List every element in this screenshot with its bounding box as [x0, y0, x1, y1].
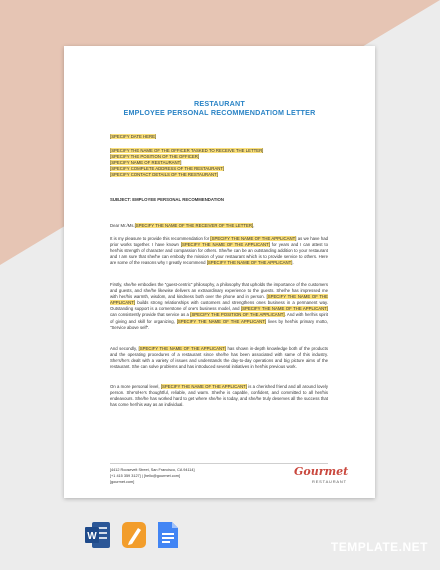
paragraph-4: On a more personal level, [SPECIFY THE NAME OF THE APPLICANT] is a cherished friend and all around lovely person. She's/He's thoughtful, reliable, and warm. She/he is capable, confident, and committed to all her/his endeavours. She/he has worked hard to get where she/he is today, and she/he truly deserves all the success that has come her/his way as an individual. — [110, 384, 328, 408]
date-placeholder: [SPECIFY DATE HERE] — [110, 134, 157, 139]
google-docs-icon[interactable] — [156, 520, 180, 555]
word-icon[interactable] — [84, 520, 112, 555]
document-page — [64, 46, 375, 498]
footer-divider — [110, 463, 328, 464]
footer-website: [gourmet.com] — [110, 480, 135, 484]
paragraph-2: Firstly, she/he embodies the "guest-centric" philosophy, a philosophy that upholds the importance of the customers and guests, and she/he likewise delivers an extraordinary experience to the guests. She/he has impressed me with her/his warmth, wisdom, and kindness both over the phone and in person. [SPECIFY THE NAME OF THE APPLICANT] builds strong relationships with customers and strengthens ones business in a permanent way. Outstanding support is a cornerstone of one's business model, and [SPECIFY THE NAME OF THE APPLICANT] can consistently provide that service as a [SPECIFY THE POSITION OF THE APPLICANT]. And with her/his spirit of giving and skill for organizing, [SPECIFY THE NAME OF THE APPLICANT] lives by her/his primary motto, "Service above self". — [110, 282, 329, 330]
recipient-restaurant-contact: [SPECIFY CONTACT DETAILS OF THE RESTAURANT] — [110, 172, 218, 177]
gourmet-logo: Gourmet — [294, 465, 349, 478]
recipient-officer-name: [SPECIFY THE NAME OF THE OFFICER TASKED TO RECEIVE THE LETTER] — [110, 148, 264, 153]
letter-title-line2: EMPLOYEE PERSONAL RECOMMENDATIOM LETTER — [123, 108, 316, 117]
template-net-brand: TEMPLATE.NET — [330, 540, 428, 554]
recipient-restaurant-address: [SPECIFY COMPLETE ADDRESS OF THE RESTAURANT] — [110, 166, 225, 171]
paragraph-3: And secondly, [SPECIFY THE NAME OF THE APPLICANT] has shown in-depth knowledge both of the products and the operating procedures of a restaurant since she/he has been associated with same of this industry. She's/he's dealt with a variety of issues and understands the day-to-day operations and big picture aims of the restaurant. She can solve problems and has introduced several initiatives in her/his previous work. — [110, 346, 329, 370]
subject-line: SUBJECT: EMPLOYEE PERSONAL RECOMMENDATION — [110, 197, 224, 202]
footer-contact: [+1 415 359 3127] | [hello@gourmet.com] — [110, 474, 180, 478]
footer-address: [4412 Roosevelt Street, San Francisco, CA 94114] — [110, 468, 195, 472]
letter-title-line1: RESTAURANT — [194, 99, 245, 108]
svg-text:W: W — [87, 531, 97, 542]
pages-icon[interactable] — [120, 520, 148, 555]
recipient-restaurant-name: [SPECIFY NAME OF RESTAURANT] — [110, 160, 182, 165]
paragraph-1: It is my pleasure to provide this recommendation for [SPECIFY THE NAME OF THE APPLICANT] as we have had prior works together. I have known [SPECIFY THE NAME OF THE APPLICANT] for years and I can attest to her/his strength of character and compassion for others. She/he can be an outstanding addition to your restaurant and I am sure that she/he can embody the mission of your restaurant which is to provide service to others. Here are some of the reasons why I greatly recommend [SPECIFY THE NAME OF THE APPLICANT]. — [110, 236, 328, 266]
recipient-officer-position: [SPECIFY THE POSITION OF THE OFFICER] — [110, 154, 200, 159]
salutation: Dear Mr./Ms.[SPECIFY THE NAME OF THE RECEIVER OF THE LETTER], — [110, 223, 255, 228]
gourmet-logo-subtitle: RESTAURANT — [312, 479, 347, 484]
